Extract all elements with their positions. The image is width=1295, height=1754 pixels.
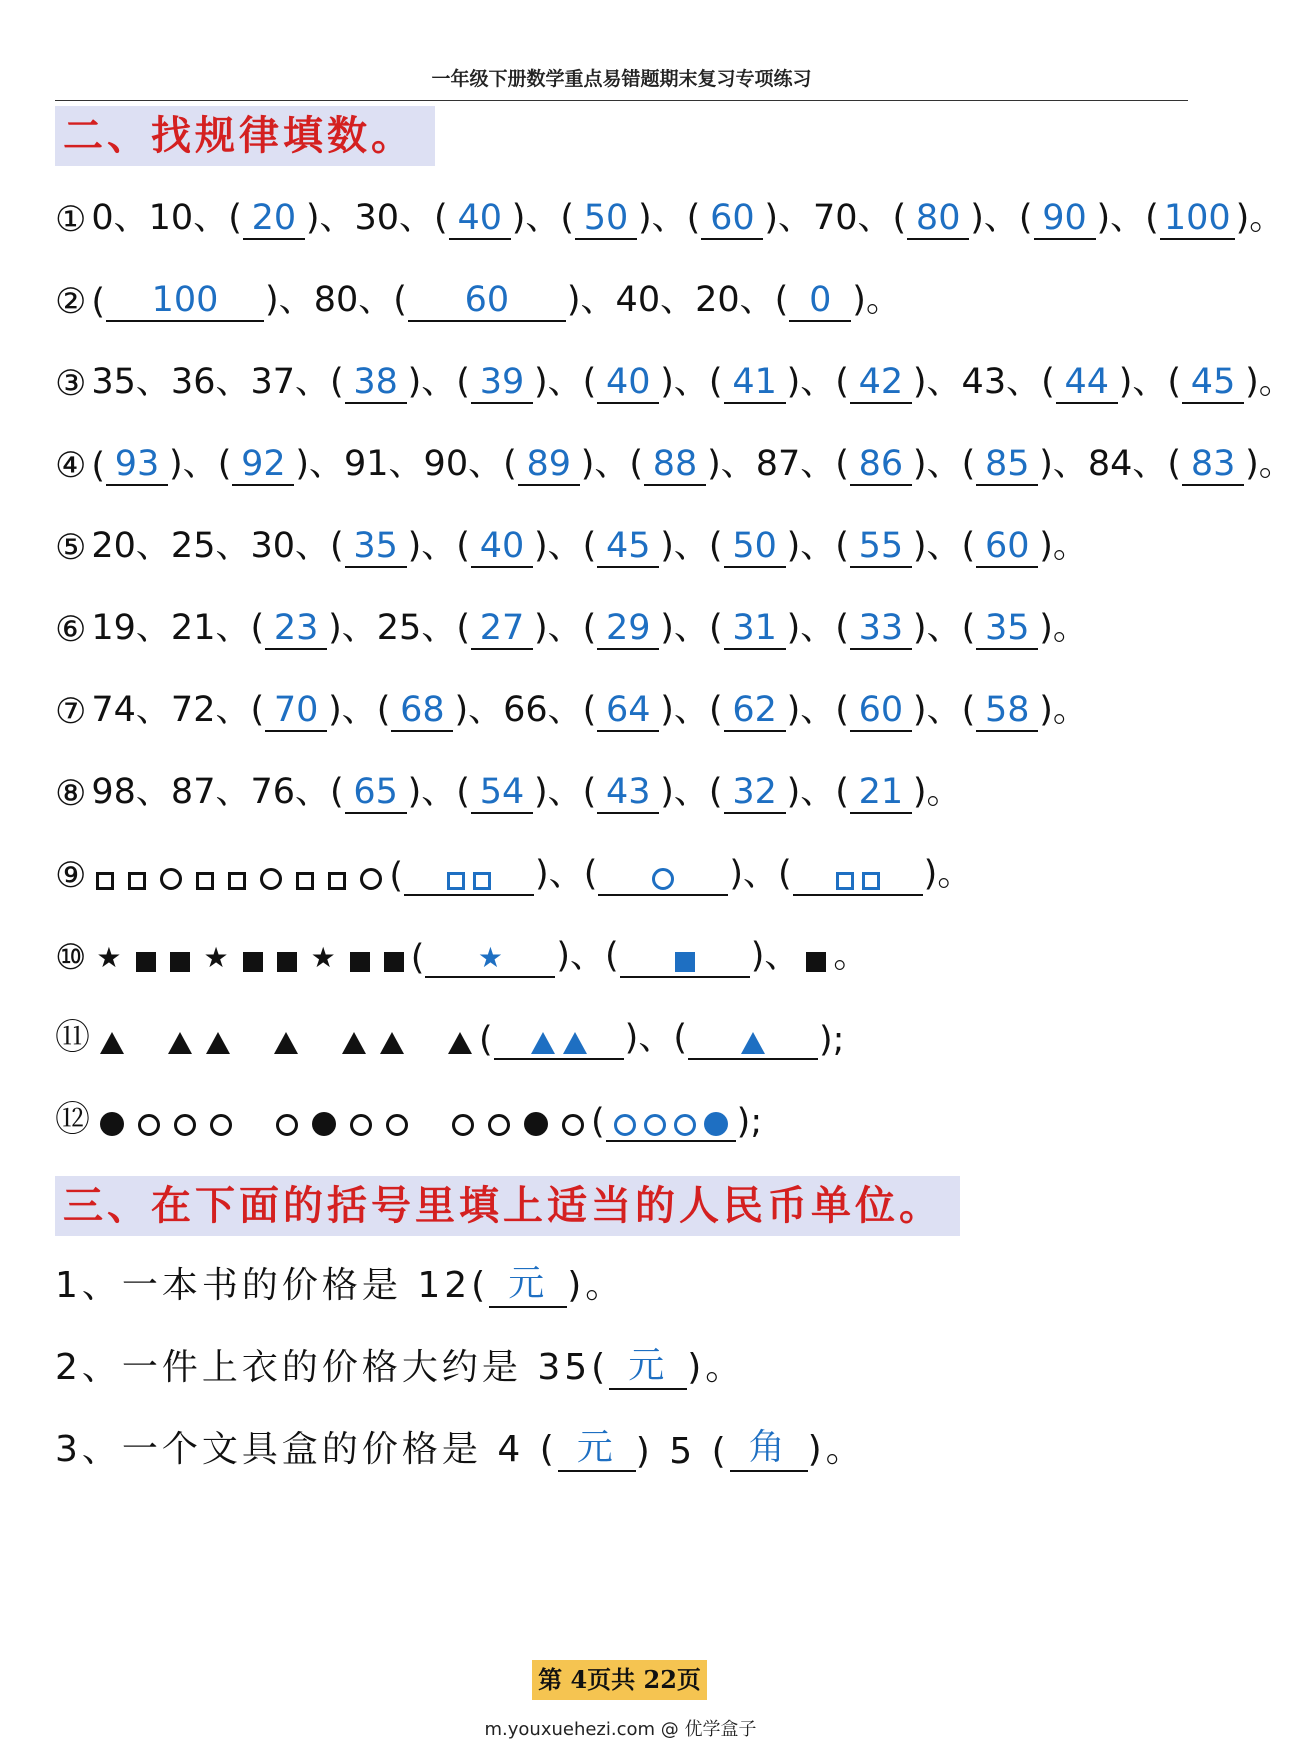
- answer-blank: 元: [489, 1255, 567, 1308]
- bracket-text: )、(: [729, 854, 792, 894]
- answer-blank: 60: [701, 198, 763, 240]
- square-outline-icon: [228, 872, 246, 890]
- triangle-icon: [563, 1032, 587, 1054]
- sequence-text: )、(: [660, 362, 723, 402]
- answer-blank: 35: [345, 526, 407, 568]
- question-number: ⑪: [55, 1018, 91, 1058]
- answer-blank: 29: [597, 608, 659, 650]
- pattern-question-5: [55, 518, 1089, 568]
- answer-blank: 43: [597, 772, 659, 814]
- rmb-question-2: [55, 1340, 745, 1390]
- sequence-text: 20、25、30、(: [91, 526, 344, 566]
- sequence-text: )、(: [660, 526, 723, 566]
- circle-outline-icon: [652, 868, 674, 890]
- shape-answer-blank: [404, 856, 534, 896]
- circle-outline-icon: [160, 868, 182, 890]
- answer-blank: 60: [850, 690, 912, 732]
- triangle-icon: [206, 1032, 230, 1054]
- answer-blank: 50: [575, 198, 637, 240]
- bracket-text: (: [410, 938, 425, 978]
- bracket-text: (: [591, 1102, 605, 1142]
- page-header: 一年级下册数学重点易错题期末复习专项练习: [431, 68, 812, 90]
- circle-outline-icon: [614, 1114, 636, 1136]
- sequence-text: )、(: [511, 198, 575, 238]
- page-number-badge: 第 4页共 22页: [532, 1660, 707, 1700]
- sequence-text: )、(: [580, 444, 644, 484]
- question-mid: ) 5 (: [635, 1431, 730, 1472]
- sequence-text: )、43、(: [912, 362, 1055, 402]
- answer-blank: 64: [597, 690, 659, 732]
- square-filled-icon: [350, 952, 370, 972]
- pattern-question-1: [55, 190, 1285, 240]
- circle-outline-icon: [674, 1114, 696, 1136]
- question-end: )。: [567, 1265, 626, 1306]
- square-outline-icon: [96, 872, 114, 890]
- question-number: ⑩: [55, 938, 87, 978]
- bracket-text: );: [736, 1102, 763, 1142]
- question-text: 2、一件上衣的价格大约是 35(: [55, 1347, 610, 1388]
- square-filled-icon: [806, 952, 826, 972]
- pattern-question-7: [55, 682, 1089, 732]
- triangle-icon: [274, 1032, 298, 1054]
- answer-blank: 50: [724, 526, 786, 568]
- answer-blank: 40: [449, 198, 511, 240]
- sequence-text: )。: [1245, 362, 1294, 402]
- answer-blank: 68: [391, 690, 453, 732]
- pattern-question-2: [55, 272, 902, 322]
- sequence-text: (: [91, 446, 106, 486]
- sequence-text: )、87、(: [707, 444, 849, 484]
- answer-blank: 20: [243, 198, 305, 240]
- sequence-text: )、(: [786, 608, 849, 648]
- answer-blank: 45: [597, 526, 659, 568]
- star-icon: ★: [477, 941, 503, 974]
- sequence-text: )、84、(: [1039, 444, 1182, 484]
- sequence-text: )、(: [786, 690, 849, 730]
- answer-blank: 89: [518, 444, 580, 486]
- sequence-text: 35、36、37、(: [91, 362, 344, 402]
- answer-blank: 90: [1034, 198, 1096, 240]
- sequence-text: )。: [1245, 444, 1294, 484]
- question-number: ③: [55, 364, 87, 404]
- pattern-question-3: [55, 354, 1295, 404]
- footer-site: m.youxuehezi.com @ 优学盒子: [484, 1719, 757, 1740]
- square-outline-icon: [328, 872, 346, 890]
- star-icon: ★: [203, 941, 229, 974]
- bracket-text: )、(: [556, 936, 619, 976]
- question-number: ⑧: [55, 774, 87, 814]
- bracket-text: )、: [750, 936, 800, 976]
- sequence-text: )、(: [169, 444, 232, 484]
- sequence-text: )、91、90、(: [295, 444, 517, 484]
- square-outline-icon: [128, 872, 146, 890]
- sequence-text: )、(: [660, 690, 723, 730]
- answer-blank: 85: [976, 444, 1038, 486]
- triangle-icon: [741, 1032, 765, 1054]
- answer-blank: 86: [850, 444, 912, 486]
- square-filled-icon: [277, 952, 297, 972]
- sequence-text: )、(: [912, 608, 976, 648]
- sequence-text: )、40、20、(: [566, 280, 789, 320]
- triangle-icon: [448, 1032, 472, 1054]
- rmb-question-1: [55, 1258, 625, 1308]
- circle-outline-icon: [488, 1114, 510, 1136]
- sequence-text: )、(: [660, 772, 723, 812]
- circle-outline-icon: [276, 1114, 298, 1136]
- question-number: ⑨: [55, 856, 87, 896]
- sequence-text: )、(: [328, 690, 391, 730]
- answer-blank: 93: [106, 444, 168, 486]
- square-filled-icon: [136, 952, 156, 972]
- sequence-text: )、(: [912, 690, 976, 730]
- answer-blank: 70: [265, 690, 327, 732]
- section-3-title: 三、在下面的括号里填上适当的人民币单位。: [55, 1176, 960, 1236]
- triangle-icon: [168, 1032, 192, 1054]
- answer-blank: 21: [850, 772, 912, 814]
- shape-sequence: [96, 941, 403, 978]
- question-number: ②: [55, 282, 87, 322]
- question-number: ①: [55, 200, 87, 240]
- pattern-question-8: [55, 764, 963, 814]
- shape-sequence: [96, 868, 382, 896]
- answer-blank: 62: [724, 690, 786, 732]
- circle-outline-icon: [452, 1114, 474, 1136]
- header-divider: [55, 100, 1188, 101]
- answer-blank: 60: [408, 280, 566, 322]
- square-outline-icon: [862, 872, 880, 890]
- shape-answer-blank: [494, 1020, 624, 1060]
- sequence-text: )、(: [533, 362, 597, 402]
- square-filled-icon: [675, 952, 695, 972]
- circle-filled-icon: [312, 1112, 336, 1136]
- answer-blank: 92: [232, 444, 294, 486]
- sequence-text: )、(: [407, 362, 470, 402]
- answer-blank-jiao: 角: [730, 1419, 808, 1472]
- shape-question-10: [55, 928, 869, 978]
- bracket-text: )。: [923, 854, 973, 894]
- circle-outline-icon: [260, 868, 282, 890]
- bracket-text: )、(: [624, 1018, 687, 1058]
- circle-outline-icon: [562, 1114, 584, 1136]
- bracket-text: 。: [833, 936, 869, 976]
- circle-outline-icon: [210, 1114, 232, 1136]
- answer-blank: 42: [850, 362, 912, 404]
- answer-blank: 31: [724, 608, 786, 650]
- sequence-text: )、66、(: [454, 690, 597, 730]
- pattern-question-6: [55, 600, 1089, 650]
- circle-outline-icon: [644, 1114, 666, 1136]
- shape-answer-blank: [620, 938, 750, 978]
- question-text: 1、一本书的价格是 12(: [55, 1265, 490, 1306]
- circle-filled-icon: [524, 1112, 548, 1136]
- sequence-text: )、30、(: [305, 198, 448, 238]
- sequence-text: )、(: [533, 526, 597, 566]
- answer-blank: 38: [345, 362, 407, 404]
- answer-blank: 41: [724, 362, 786, 404]
- square-filled-icon: [384, 952, 404, 972]
- sequence-text: )、(: [912, 526, 976, 566]
- shape-question-11: [55, 1010, 845, 1060]
- sequence-text: )、(: [786, 772, 849, 812]
- bracket-text: (: [479, 1020, 493, 1060]
- shape-answer-blank: [606, 1102, 736, 1142]
- answer-blank: 35: [976, 608, 1038, 650]
- square-outline-icon: [447, 872, 465, 890]
- answer-blank: 39: [471, 362, 533, 404]
- circle-filled-icon: [100, 1112, 124, 1136]
- answer-blank: 40: [471, 526, 533, 568]
- square-filled-icon: [170, 952, 190, 972]
- bracket-text: )、(: [535, 854, 598, 894]
- sequence-text: )、25、(: [328, 608, 470, 648]
- sequence-text: )。: [1235, 198, 1285, 238]
- sequence-text: )、(: [1118, 362, 1182, 402]
- sequence-text: 98、87、76、(: [91, 772, 344, 812]
- square-filled-icon: [243, 952, 263, 972]
- given-shape: [806, 952, 826, 978]
- square-outline-icon: [296, 872, 314, 890]
- rmb-question-3: [55, 1422, 866, 1472]
- shape-answer-blank: [425, 938, 555, 978]
- star-icon: ★: [96, 941, 122, 974]
- triangle-icon: [342, 1032, 366, 1054]
- answer-blank: 100: [106, 280, 264, 322]
- circle-outline-icon: [174, 1114, 196, 1136]
- shape-question-9: [55, 846, 973, 896]
- sequence-text: )、70、(: [764, 198, 907, 238]
- sequence-text: 0、10、(: [91, 198, 242, 238]
- sequence-text: )。: [1039, 608, 1088, 648]
- answer-blank-yuan: 元: [558, 1419, 636, 1472]
- shape-question-12: [55, 1092, 763, 1142]
- sequence-text: )。: [1039, 690, 1088, 730]
- shape-answer-blank: [688, 1020, 818, 1060]
- circle-filled-icon: [704, 1112, 728, 1136]
- question-number: ⑤: [55, 528, 87, 568]
- bracket-text: );: [818, 1020, 845, 1060]
- question-number: ⑦: [55, 692, 87, 732]
- sequence-text: )、(: [786, 362, 849, 402]
- answer-blank: 100: [1160, 198, 1235, 240]
- answer-blank: 32: [724, 772, 786, 814]
- square-outline-icon: [473, 872, 491, 890]
- answer-blank: 60: [976, 526, 1038, 568]
- sequence-text: )、80、(: [265, 280, 407, 320]
- circle-outline-icon: [350, 1114, 372, 1136]
- sequence-text: )、(: [970, 198, 1033, 238]
- question-number: ⑫: [55, 1100, 91, 1140]
- shape-sequence: [100, 1032, 472, 1060]
- shape-sequence: [100, 1112, 584, 1142]
- sequence-text: )、(: [912, 444, 976, 484]
- bracket-text: (: [389, 856, 404, 896]
- answer-blank: 83: [1182, 444, 1244, 486]
- triangle-icon: [380, 1032, 404, 1054]
- answer-blank: 23: [265, 608, 327, 650]
- question-end: )。: [807, 1429, 866, 1470]
- answer-blank: 40: [597, 362, 659, 404]
- answer-blank: 45: [1182, 362, 1244, 404]
- answer-blank: 58: [976, 690, 1038, 732]
- answer-blank: 88: [644, 444, 706, 486]
- question-number: ④: [55, 446, 87, 486]
- question-end: )。: [687, 1347, 746, 1388]
- triangle-icon: [100, 1032, 124, 1054]
- sequence-text: 74、72、(: [91, 690, 265, 730]
- sequence-text: )、(: [533, 608, 597, 648]
- sequence-text: )、(: [533, 772, 597, 812]
- sequence-text: )。: [912, 772, 962, 812]
- circle-outline-icon: [386, 1114, 408, 1136]
- sequence-text: )。: [1039, 526, 1088, 566]
- circle-outline-icon: [138, 1114, 160, 1136]
- question-text: 3、一个文具盒的价格是 4 (: [55, 1429, 558, 1470]
- answer-blank: 54: [471, 772, 533, 814]
- answer-blank: 44: [1056, 362, 1118, 404]
- sequence-text: )、(: [638, 198, 701, 238]
- sequence-text: (: [91, 282, 106, 322]
- shape-answer-blank: [793, 856, 923, 896]
- square-outline-icon: [196, 872, 214, 890]
- answer-blank: 0: [789, 280, 851, 322]
- pattern-question-4: [55, 436, 1295, 486]
- answer-blank: 55: [850, 526, 912, 568]
- shape-answer-blank: [598, 856, 728, 896]
- answer-blank: 27: [471, 608, 533, 650]
- sequence-text: 19、21、(: [91, 608, 265, 648]
- section-2-title: 二、找规律填数。: [55, 106, 435, 166]
- sequence-text: )。: [852, 280, 901, 320]
- sequence-text: )、(: [407, 772, 470, 812]
- question-number: ⑥: [55, 610, 87, 650]
- sequence-text: )、(: [1096, 198, 1159, 238]
- sequence-text: )、(: [407, 526, 470, 566]
- answer-blank: 33: [850, 608, 912, 650]
- square-outline-icon: [836, 872, 854, 890]
- triangle-icon: [531, 1032, 555, 1054]
- circle-outline-icon: [360, 868, 382, 890]
- star-icon: ★: [310, 941, 336, 974]
- sequence-text: )、(: [786, 526, 849, 566]
- answer-blank: 80: [907, 198, 969, 240]
- answer-blank: 65: [345, 772, 407, 814]
- answer-blank: 元: [609, 1337, 687, 1390]
- sequence-text: )、(: [660, 608, 723, 648]
